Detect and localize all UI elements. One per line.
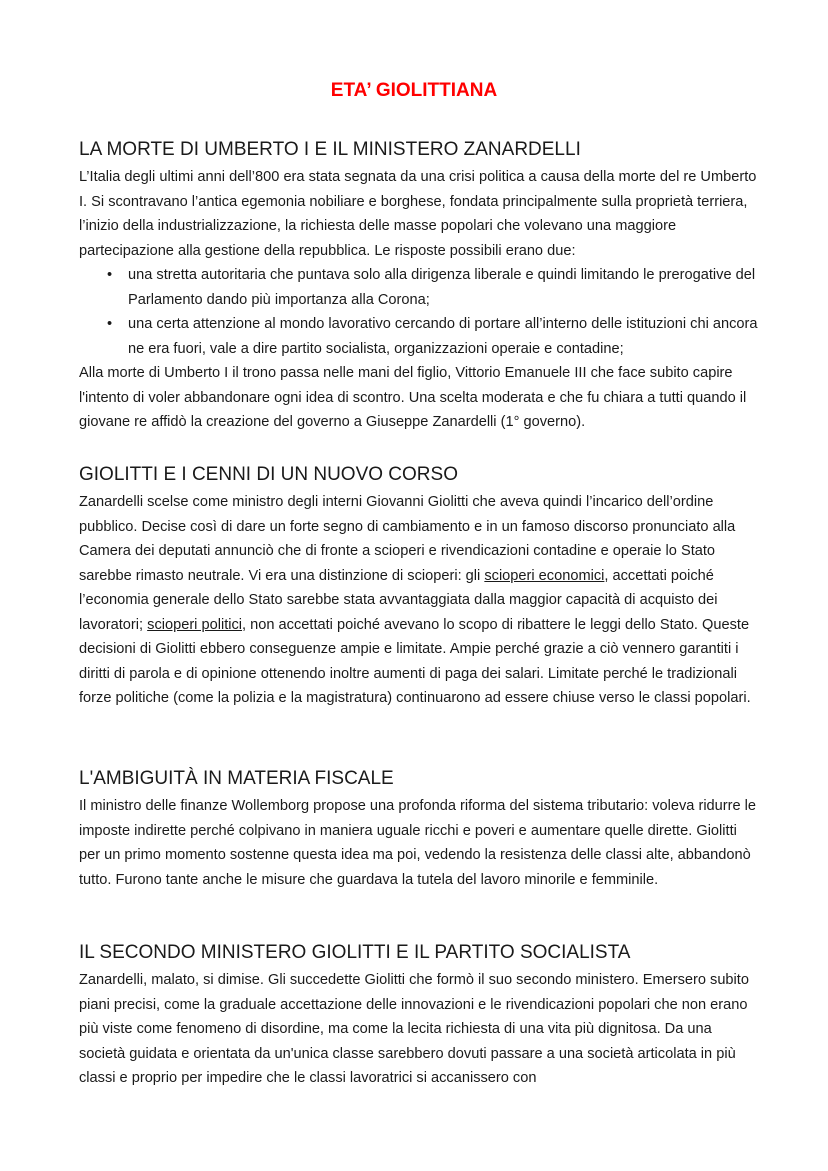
bullet-list (79, 263, 759, 361)
paragraph: Alla morte di Umberto I il trono passa nelle mani del figlio, Vittorio Emanuele III che face subito capire l'intento di voler abbandonare ogni idea di scontro. Una scelta moderata e che fu chiara a tutti quando il giovane re affidò la creazione del governo a Giuseppe Zanardelli (1° governo). (79, 365, 747, 430)
section-heading: LA MORTE DI UMBERTO I E IL MINISTERO ZANARDELLI (79, 139, 581, 160)
underlined-term: scioperi politici (147, 616, 243, 633)
paragraph-text: Zanardelli scelse come ministro degli interni Giovanni Giolitti che aveva quindi l’incarico dell’ordine pubblico. Decise così di dare un forte segno di cambiamento e in un famoso discorso pronunciato alla Camera dei deputati annunciò che di fronte a scioperi e rivendicazioni contadine e operaie lo Stato sarebbe rimasto neutrale. Vi era una distinzione di scioperi: gli (79, 494, 736, 584)
document-title: ETA’ GIOLITTIANA (330, 80, 498, 101)
section-secondo-ministero (79, 942, 759, 1091)
section-morte-umberto (79, 139, 759, 435)
paragraph: Il ministro delle finanze Wollemborg propose una profonda riforma del sistema tributario: voleva ridurre le imposte indirette perché colpivano in maniera uguale ricchi e poveri e aumentare quelle dirette. Giolitti per un primo momento sostenne questa idea ma poi, vedendo la resistenza delle classi alte, abbandonò tutto. Furono tante anche le misure che guardava la tutela del lavoro minorile e femminile. (79, 798, 757, 888)
section-heading: GIOLITTI E I CENNI DI UN NUOVO CORSO (79, 464, 458, 485)
section-nuovo-corso (79, 464, 759, 711)
paragraph: Zanardelli, malato, si dimise. Gli succedette Giolitti che formò il suo secondo ministero. Emersero subito piani precisi, come la graduale accettazione delle innovazioni e le rivendicazioni popolari che non erano più viste come fenomeno di disordine, ma come la lecita richiesta di una vita più dignitosa. Da una società guidata e orientata da un'unica classe sarebbero dovuti passare a una società articolata in più classi e proprio per impedire che le classi lavoratrici si accanissero con (79, 972, 749, 1086)
list-item: • una certa attenzione al mondo lavorativo cercando di portare all’interno delle istituzioni chi ancora ne era fuori, vale a dire partito socialista, organizzazioni operaie e contadine; (128, 312, 759, 361)
section-ambiguita-fiscale (79, 768, 759, 892)
list-item: • una stretta autoritaria che puntava solo alla dirigenza liberale e quindi limitando le prerogative del Parlamento dando più importanza alla Corona; (128, 263, 759, 312)
paragraph-text: , accettati poiché l’economia generale dello Stato sarebbe stata avvantaggiata dalla maggior capacità di acquisto dei lavoratori; (79, 567, 718, 633)
underlined-term: scioperi economici (484, 567, 605, 584)
paragraph-text: , non accettati poiché avevano lo scopo di ribattere le leggi dello Stato. Queste decisioni di Giolitti ebbero conseguenze ampie e limitate. Ampie perché grazie a ciò vennero garantiti i diritti di parola e di opinione ottenendo inoltre aumenti di paga dei salari. Limitate perché le tradizionali forze politiche (come la polizia e la magistratura) continuarono ad essere chiuse verso le classi popolari. (79, 616, 751, 706)
section-heading: IL SECONDO MINISTERO GIOLITTI E IL PARTITO SOCIALISTA (79, 942, 631, 963)
section-heading: L'AMBIGUITÀ IN MATERIA FISCALE (79, 768, 394, 789)
paragraph: L’Italia degli ultimi anni dell’800 era stata segnata da una crisi politica a causa della morte del re Umberto I. Si scontravano l’antica egemonia nobiliare e borghese, fondata principalmente sulla proprietà terriera, l’inizio della industrializzazione, la richiesta delle masse popolari che volevano una maggiore partecipazione alla gestione della repubblica. Le risposte possibili erano due: (79, 169, 757, 259)
paragraph (79, 490, 759, 711)
